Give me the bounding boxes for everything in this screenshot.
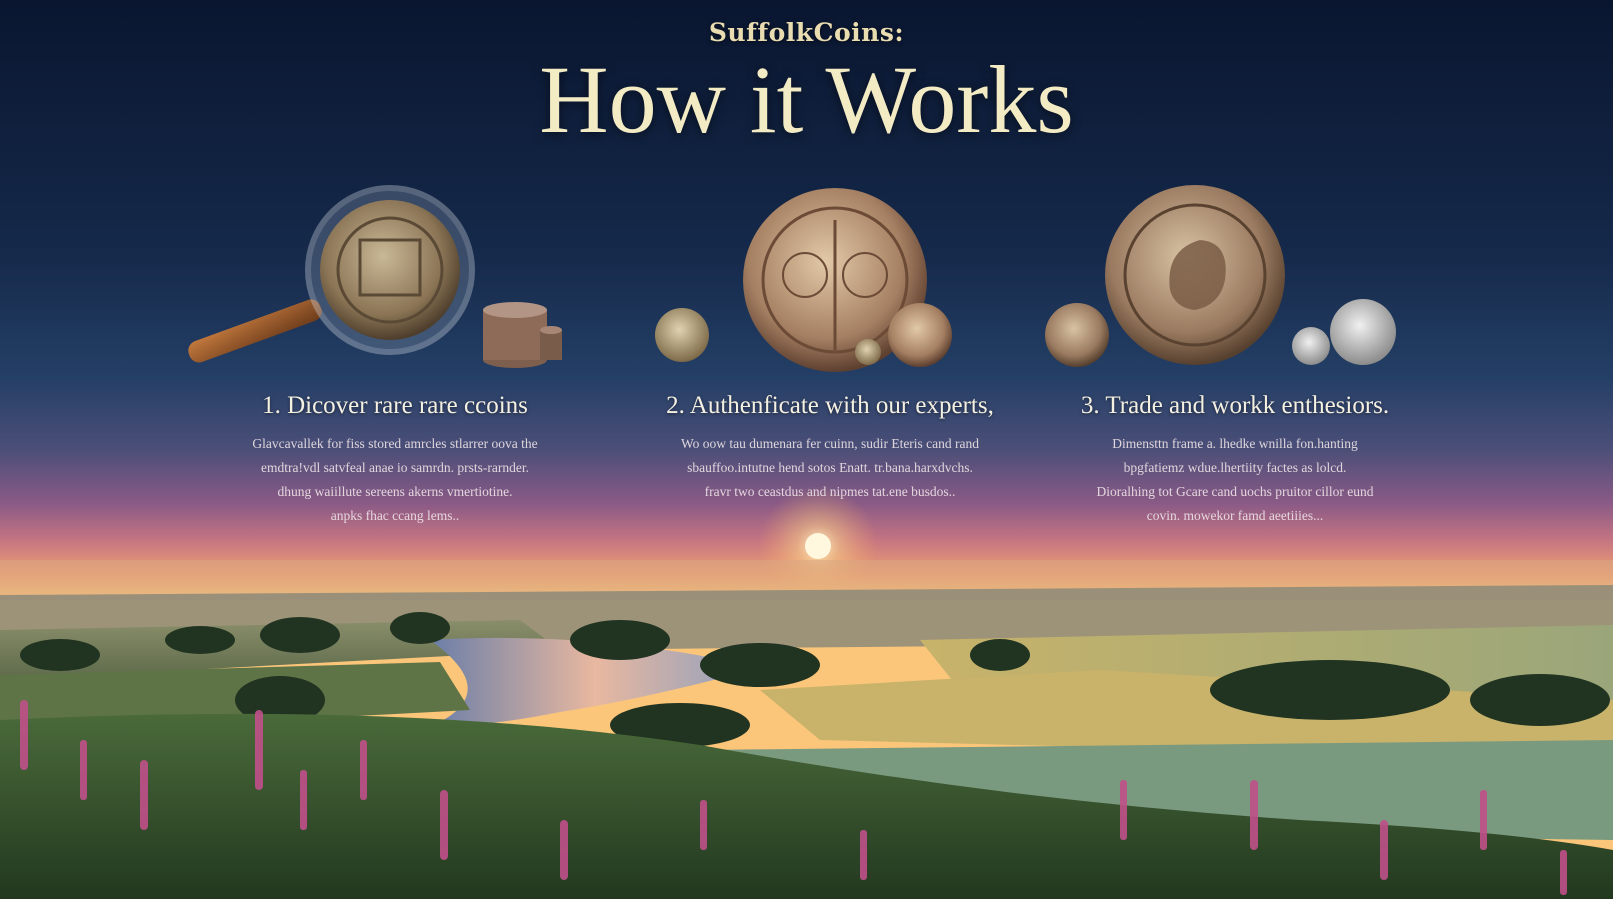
step-description-line: emdtra!vdl satvfeal anae io samrdn. prsts-rarnder. xyxy=(260,460,530,475)
step-description-line: fravr two ceastdus and nipmes tat.ene busdos.. xyxy=(704,484,956,499)
coins-illustration xyxy=(1015,180,1455,385)
step-description-line: dhung waiillute sereens akerns vmertiotine. xyxy=(277,484,513,499)
step-description-line: sbauffoo.intutne hend sotos Enatt. tr.bana.harxdvchs. xyxy=(687,460,973,475)
step-description-line: anpks fhac ccang lems.. xyxy=(330,508,460,523)
coin-icon xyxy=(855,339,881,365)
page-title: How it Works xyxy=(539,46,1074,153)
step-description xyxy=(215,432,575,528)
coin-icon xyxy=(1045,303,1109,367)
brand-name: SuffolkCoins: xyxy=(708,18,905,47)
magnifying-glass-coins-illustration xyxy=(175,180,615,385)
coin-stack-icon xyxy=(483,302,562,368)
magnifier-handle-icon xyxy=(185,297,324,366)
step-title: 3. Trade and workk enthesiors. xyxy=(1080,392,1390,419)
coin-icon xyxy=(888,303,952,367)
step-trade xyxy=(1015,180,1455,540)
step-title: 1. Dicover rare rare ccoins xyxy=(262,392,528,419)
step-description-line: Dimensttn frame a. lhedke wnilla fon.hanting xyxy=(1112,436,1358,451)
step-description-line: covin. mowekor famd aeetiiies... xyxy=(1146,508,1324,523)
step-description-line: bpgfatiemz wdue.lhertiity factes as lolcd. xyxy=(1123,460,1347,475)
coins-illustration xyxy=(610,180,1050,385)
step-description xyxy=(1055,432,1415,528)
step-discover xyxy=(175,180,615,540)
step-title: 2. Authenficate with our experts, xyxy=(666,392,994,419)
coin-icon xyxy=(1292,327,1330,365)
coin-icon xyxy=(320,200,460,340)
step-description-line: Dioralhing tot Gcare cand uochs pruitor cillor eund xyxy=(1096,484,1374,499)
step-description-line: Glavcavallek for fiss stored amrcles stlarrer oova the xyxy=(252,436,538,451)
coin-icon xyxy=(1330,299,1396,365)
step-description xyxy=(650,432,1010,504)
step-authenticate xyxy=(610,180,1050,540)
coin-icon xyxy=(655,308,709,362)
step-description-line: Wo oow tau dumenara fer cuinn, sudir Eteris cand rand xyxy=(680,436,980,451)
